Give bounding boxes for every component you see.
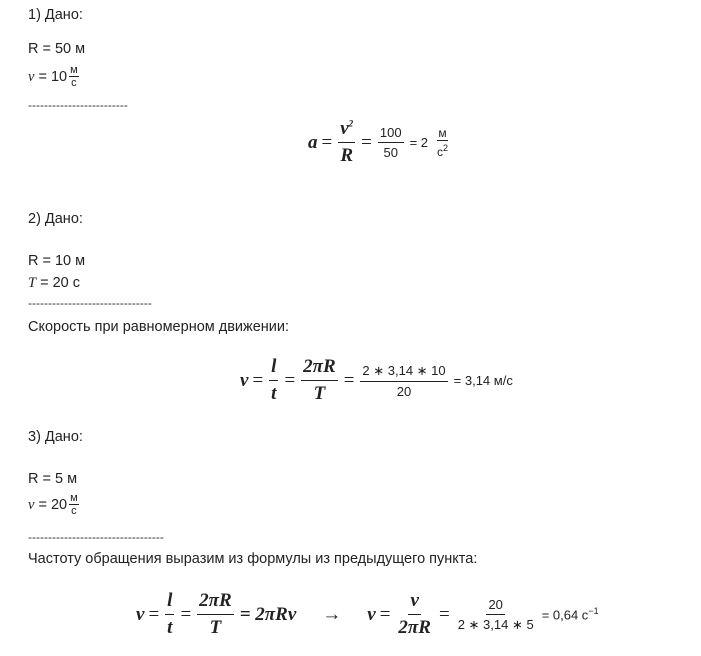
p1-divider: ------------------------- [28,98,128,112]
p2-sentence: Скорость при равномерном движении: [28,319,290,335]
p3-formula: v = $\frac{l}{t}$ = $\frac{2\pi R}{T}$ = 2πRν → ν = $\frac{v}{2\pi R}$ = $\frac{20}{2 ∗ 3,14 ∗ 5}$ = 0,64 $с^{-1}$ [136,590,599,638]
p1-given-r: R = 50 м [28,41,86,57]
p3-given-v: v = 20 $\frac{м}{с}$ [28,492,78,517]
arrow-icon: → [322,603,342,625]
v-symbol: v [28,68,35,85]
p2-formula: v = $\frac{l}{t}$ = $\frac{2\pi R}{T}$ = $\frac{2 ∗ 3,14 ∗ 10}{20}$ = 3,14 м/с [240,356,513,404]
p1-heading: 1) Дано: [28,7,83,23]
p3-given-r: R = 5 м [28,471,78,487]
p2-heading: 2) Дано: [28,211,83,227]
p2-divider: ------------------------------- [28,296,152,310]
p3-heading: 3) Дано: [28,429,83,445]
p1-given-v: v = 10 $\frac{м}{с}$ [28,64,78,89]
unit-fraction: $\frac{м}{с}$ [70,64,78,89]
p2-given-t: T = 20 с [28,275,81,291]
p3-divider: ---------------------------------- [28,530,164,544]
p1-formula: a = $\frac{v^2}{R}$ = $\frac{100}{50}$ = 2 $\frac{м}{с^2}$ [308,118,449,166]
p2-given-r: R = 10 м [28,253,86,269]
p3-sentence: Частоту обращения выразим из формулы из предыдущего пункта: [28,551,478,567]
